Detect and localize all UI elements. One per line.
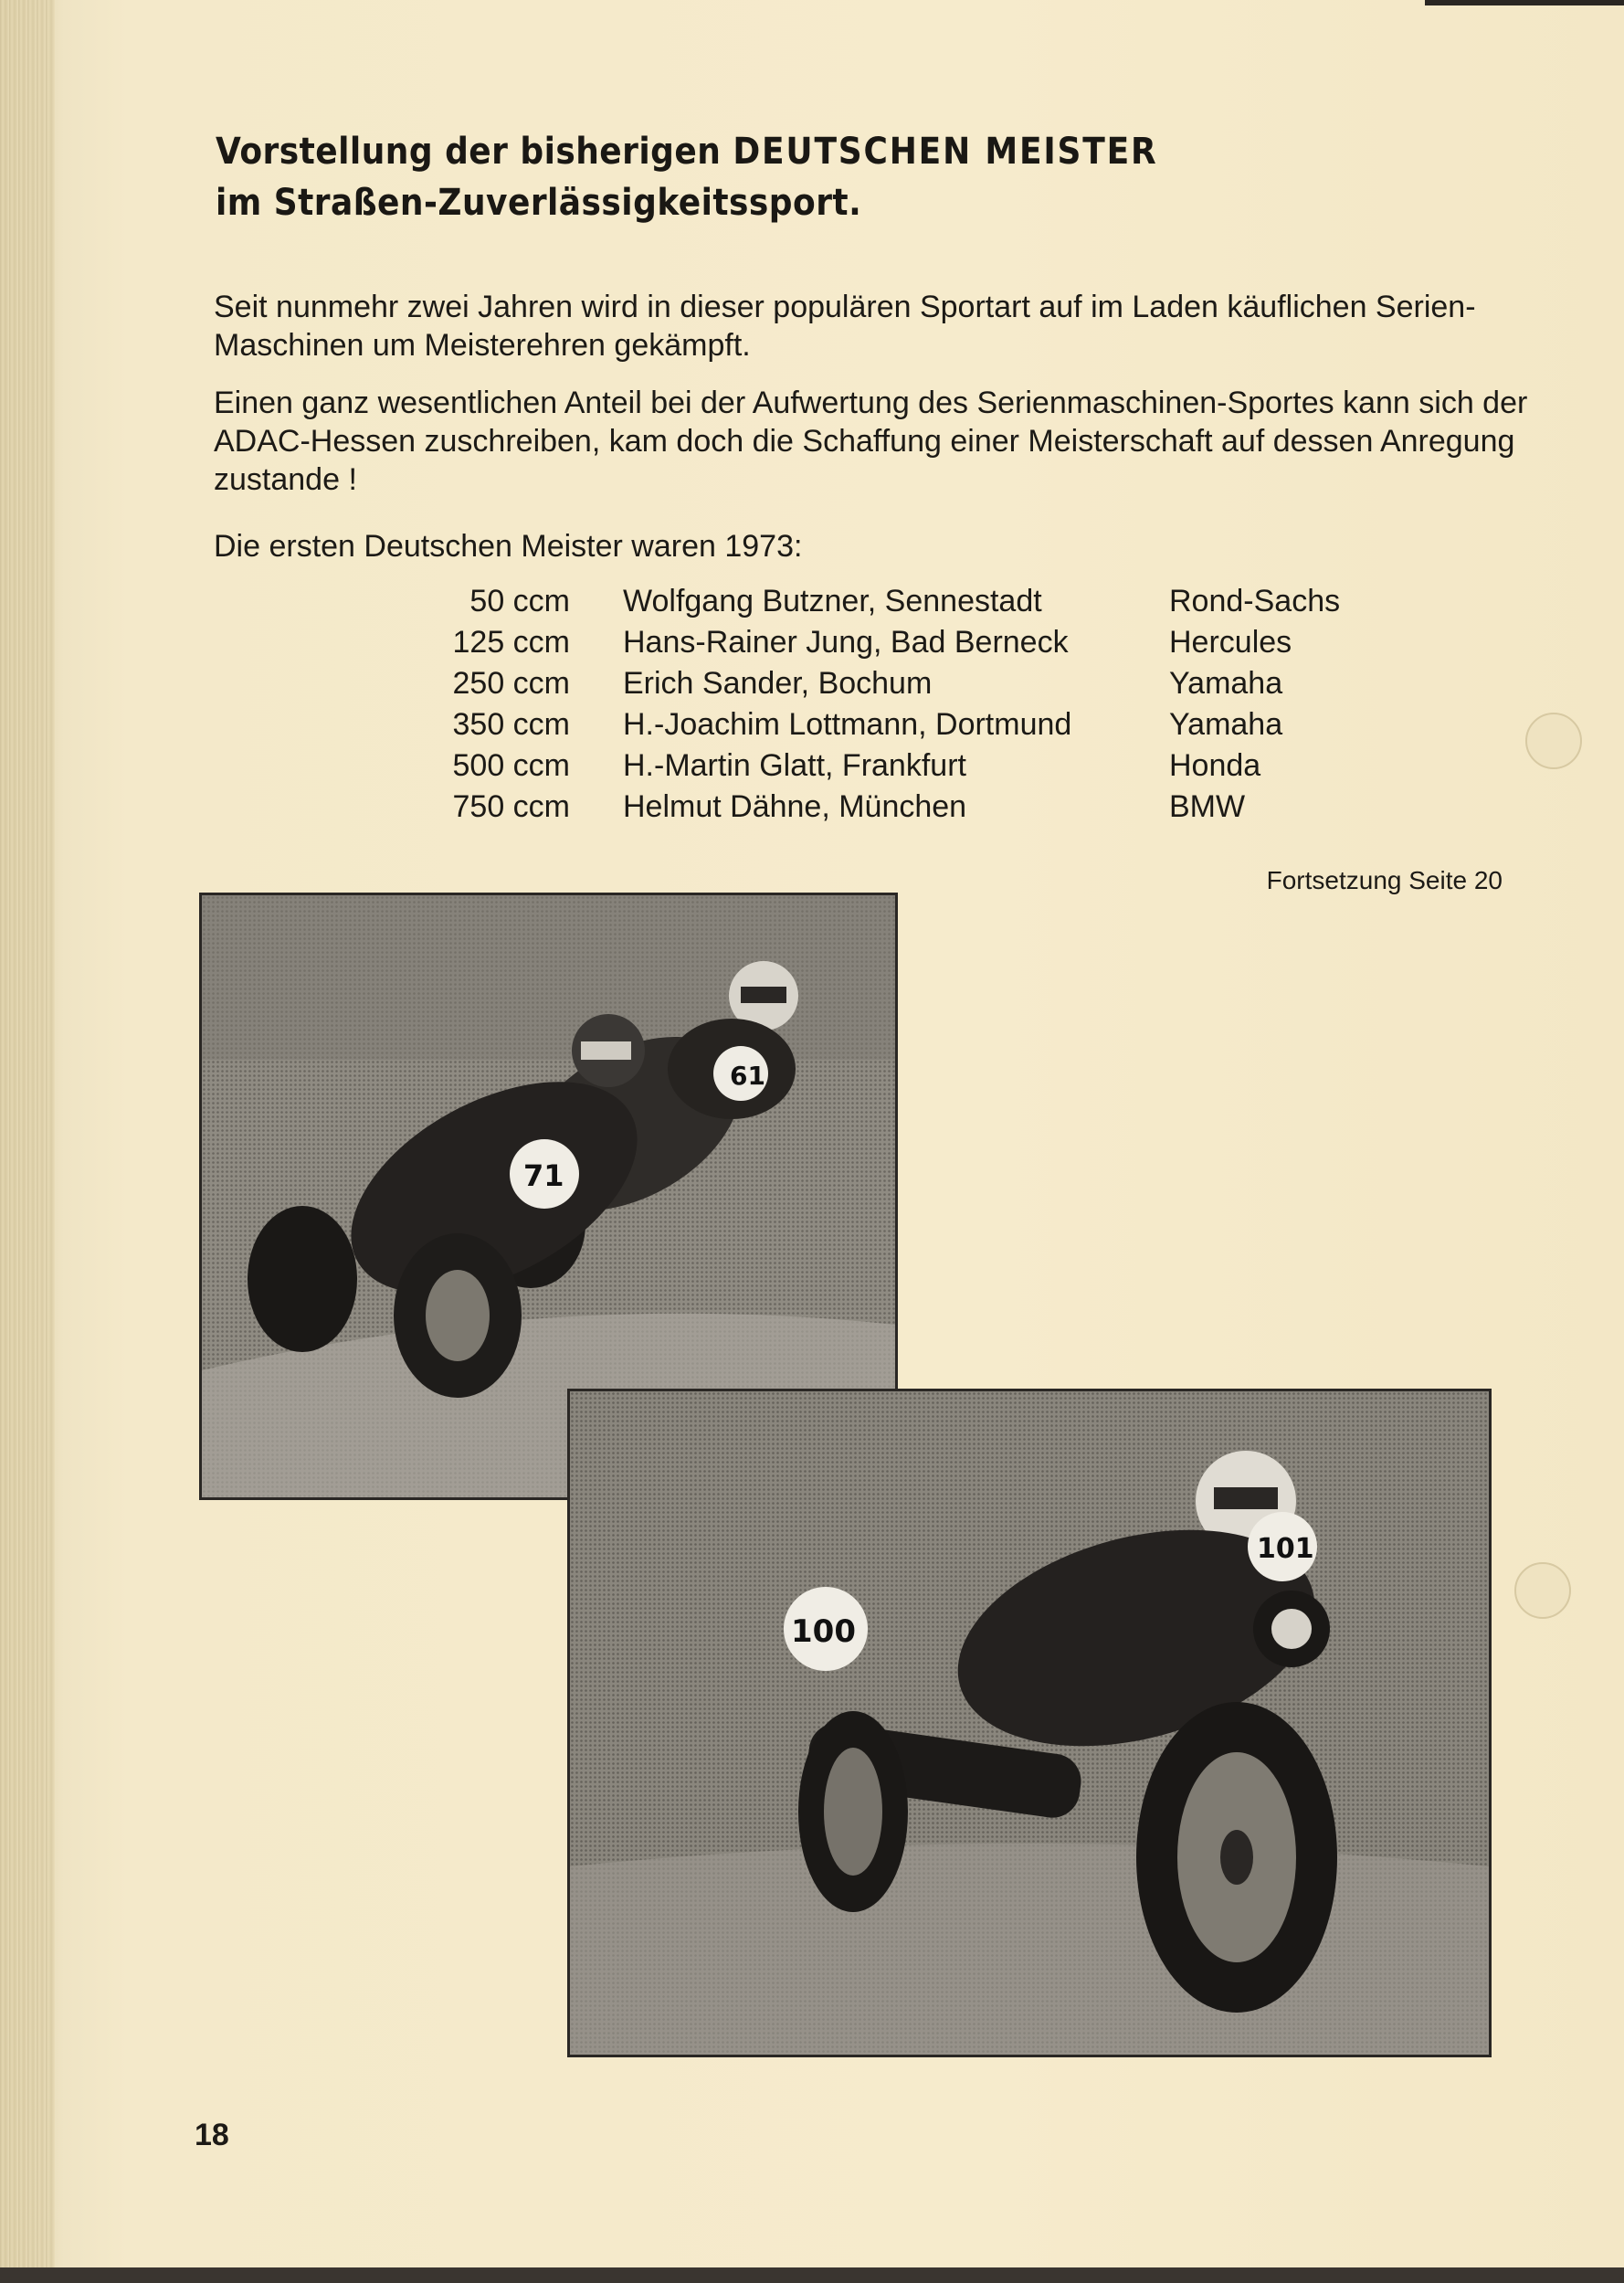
brand-cell: Honda [1169,748,1261,783]
class-cell: 125 ccm [452,625,570,660]
class-cell: 50 ccm [469,584,570,618]
scan-border-bottom [0,2267,1624,2283]
rider-cell: Hans-Rainer Jung, Bad Berneck [623,625,1069,660]
page-number: 18 [195,2118,229,2152]
brand-cell: Yamaha [1169,666,1283,701]
table-row [384,581,1571,622]
table-row [384,704,1571,745]
rider-cell: Helmut Dähne, München [623,789,967,824]
brand-cell: Yamaha [1169,707,1283,742]
heading-line-1: Vorstellung der bisherigen DEUTSCHEN MEISTER [216,131,1158,173]
race-number-100: 100 [791,1613,856,1650]
brand-cell: BMW [1169,789,1246,824]
heading-line-2: im Straßen-Zuverlässigkeitssport. [216,182,862,224]
rider-cell: H.-Martin Glatt, Frankfurt [623,748,966,783]
photo-bmw-racer [567,1389,1492,2057]
continuation-note: Fortsetzung Seite 20 [1266,866,1503,894]
champions-intro: Die ersten Deutschen Meister waren 1973: [214,529,803,564]
table-row [384,622,1571,663]
race-number-101: 101 [1257,1533,1314,1565]
rider-cell: H.-Joachim Lottmann, Dortmund [623,707,1072,742]
class-cell: 250 ccm [452,666,570,701]
adac-paragraph: Einen ganz wesentlichen Anteil bei der Aufwertung des Serienmaschinen-Sportes kann sich der ADAC-Hessen zuschreiben, kam doch die Schaffung einer Meisterschaft auf dessen Anregung zustande ! [214,386,1528,497]
table-row [384,787,1571,828]
class-cell: 750 ccm [452,789,570,824]
race-number-71: 71 [523,1158,564,1193]
scan-border-top [1425,0,1624,5]
class-cell: 500 ccm [452,748,570,783]
intro-paragraph: Seit nunmehr zwei Jahren wird in dieser populären Sportart auf im Laden käuflichen Serien-Maschinen um Meisterehren gekämpft. [214,290,1476,363]
brand-cell: Hercules [1169,625,1292,660]
brand-cell: Rond-Sachs [1169,584,1341,618]
photo-bmw-racer-image [570,1391,1489,2055]
heading-caps: DEUTSCHEN MEISTER [733,131,1158,173]
table-row [384,663,1571,704]
punch-hole-upper [1525,713,1582,769]
punch-hole-lower [1514,1562,1571,1619]
rider-cell: Wolfgang Butzner, Sennestadt [623,584,1042,618]
page-heading [216,126,1366,228]
rider-cell: Erich Sander, Bochum [623,666,933,701]
race-number-61: 61 [730,1061,765,1091]
class-cell: 350 ccm [452,707,570,742]
table-row [384,745,1571,787]
page-binding-edge [0,0,55,2283]
